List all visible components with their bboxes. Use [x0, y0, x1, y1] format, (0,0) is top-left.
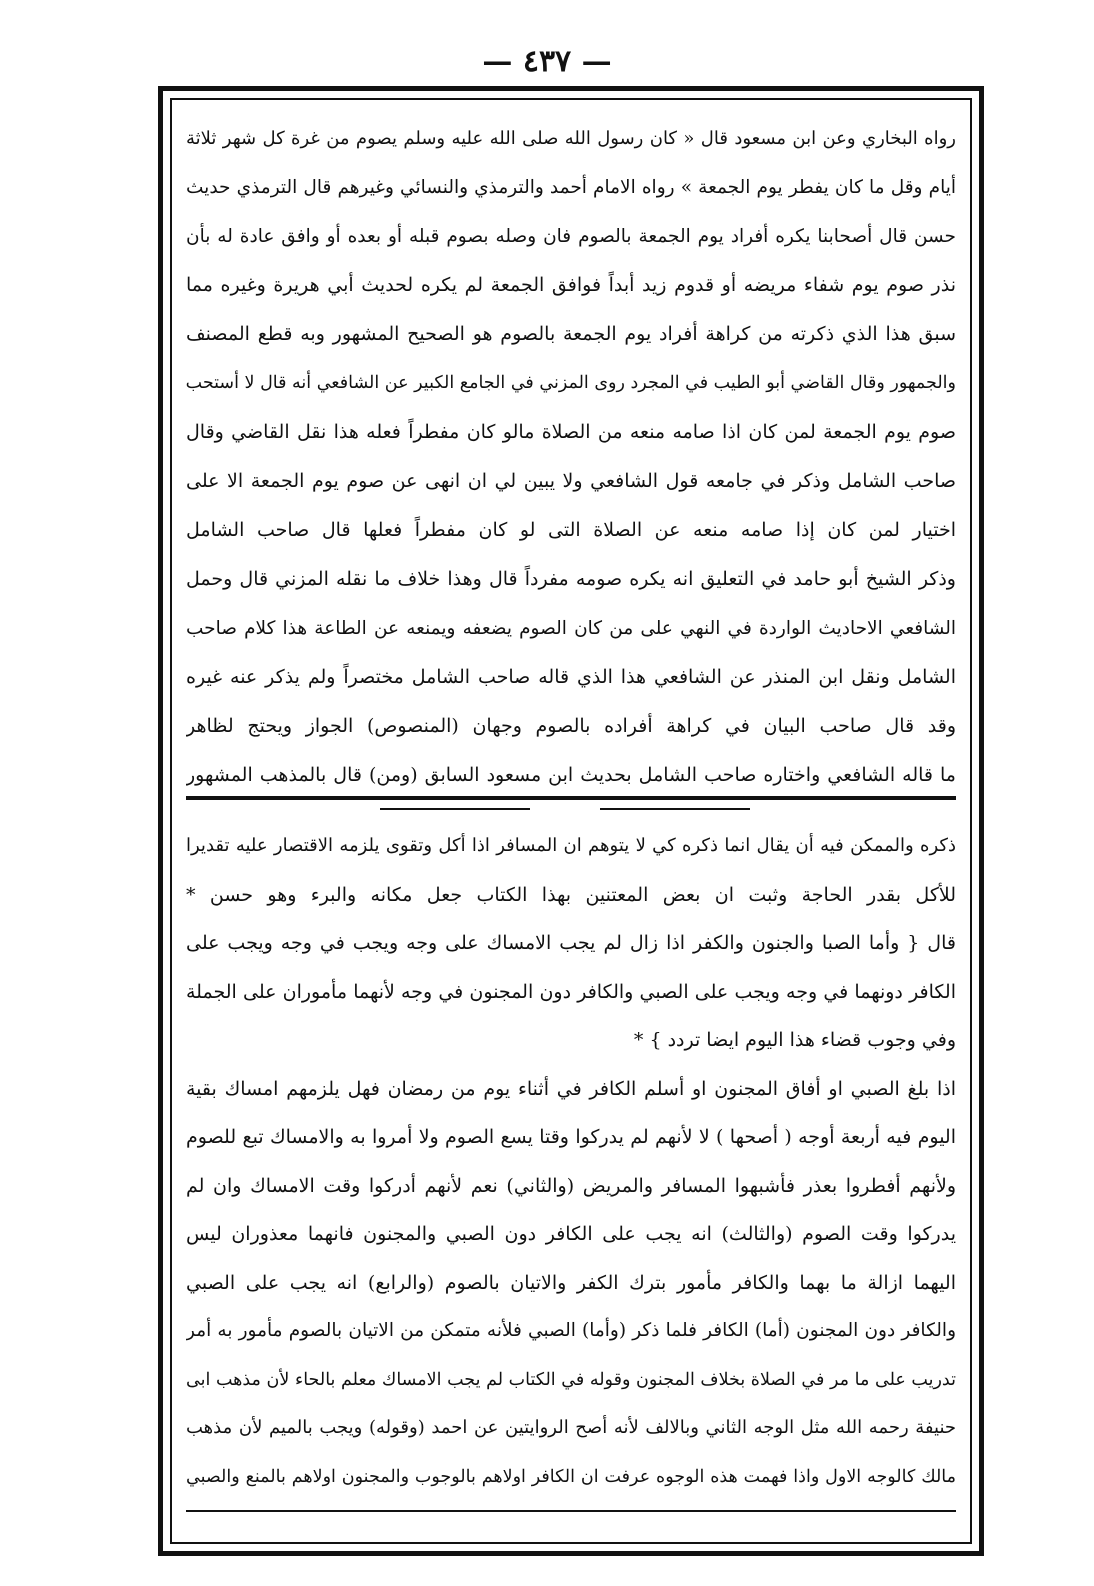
main-text — [186, 114, 956, 800]
text-line: تدريب على ما مر في الصلاة بخلاف المجنون وقوله في الكتاب لم يجب الامساك معلم بالحاء لأن مذهب ابى — [186, 1369, 956, 1390]
text-line: صاحب الشامل وذكر في جامعه قول الشافعي ولا يبين لي ان انهى عن صوم يوم الجمعة الا على — [186, 470, 956, 492]
text-line: رواه البخاري وعن ابن مسعود قال « كان رسول الله صلى الله عليه وسلم يصوم من غرة كل شهر ثلاثة — [186, 128, 956, 149]
section-divider-ornament — [380, 808, 530, 810]
text-line: اذا بلغ الصبي او أفاق المجنون او أسلم الكافر في أثناء يوم من رمضان فهل يلزمهم امساك بقية — [186, 1077, 956, 1100]
text-line: سبق هذا الذي ذكرته من كراهة أفراد يوم الجمعة بالصوم هو الصحيح المشهور وبه قطع المصنف — [186, 323, 956, 345]
text-line: الكافر دونهما في وجه ويجب على الصبي والكافر دون المجنون في وجه لأنهما مأموران على الجملة — [186, 980, 956, 1003]
text-line: ولأنهم أفطروا بعذر فأشبهوا المسافر والمريض (والثاني) نعم لأنهم أدركوا وقت الامساك وان لم — [186, 1174, 956, 1197]
text-line: والكافر دون المجنون (أما) الكافر فلما ذكر (وأما) الصبي فلأنه متمكن من الاتيان بالصوم مأمور به أمر — [186, 1320, 956, 1341]
commentary-text — [186, 822, 956, 1501]
text-line: يدركوا وقت الصوم (والثالث) انه يجب على الكافر دون الصبي والمجنون فانهما معذوران ليس — [186, 1223, 956, 1245]
text-line: ذكره والممكن فيه أن يقال انما ذكره كي لا يتوهم ان المسافر اذا أكل وتقوى يلزمه الاقتصار عليه تقديرا — [186, 835, 956, 856]
text-line: أيام وقل ما كان يفطر يوم الجمعة » رواه الامام أحمد والترمذي والنسائي وغيرهم قال الترمذي حديث — [186, 177, 956, 198]
text-line: قال { وأما الصبا والجنون والكفر اذا زال لم يجب الامساك على وجه ويجب في وجه ويجب على — [186, 932, 956, 954]
text-line: اليهما ازالة ما بهما والكافر مأمور بترك الكفر والاتيان بالصوم (والرابع) انه يجب على الصبي — [186, 1271, 956, 1294]
text-line: مالك كالوجه الاول واذا فهمت هذه الوجوه عرفت ان الكافر اولاهم بالوجوب والمجنون اولاهم بالمنع والصبي — [186, 1466, 956, 1487]
text-line: الشامل ونقل ابن المنذر عن الشافعي هذا الذي قاله صاحب الشامل مختصراً ولم يذكر عنه غيره — [186, 666, 956, 688]
bottom-rule — [186, 1510, 956, 1512]
text-line: اختيار لمن كان إذا صامه منعه عن الصلاة التى لو كان مفطراً فعلها قال صاحب الشامل — [186, 519, 956, 541]
section-divider — [186, 796, 956, 800]
text-line: ما قاله الشافعي واختاره صاحب الشامل بحديث ابن مسعود السابق (ومن) قال بالمذهب المشهور — [186, 764, 956, 786]
text-line: وذكر الشيخ أبو حامد في التعليق انه يكره صومه مفرداً قال وهذا خلاف ما نقله المزني قال وحمل — [186, 568, 956, 590]
text-line: حنيفة رحمه الله مثل الوجه الثاني وبالالف لأنه أصح الروايتين عن احمد (وقوله) ويجب بالميم لأن مذهب — [186, 1417, 956, 1438]
text-line: اليوم فيه أربعة أوجه ( أصحها ) لا لأنهم لم يدركوا وقتا يسع الصوم ولا أمروا به والامساك تبع للصوم — [186, 1126, 956, 1148]
section-divider-ornament — [600, 808, 750, 810]
text-line: للأكل بقدر الحاجة وثبت ان بعض المعتنين بهذا الكتاب جعل مكانه والبرء وهو حسن * — [186, 883, 956, 906]
text-line: والجمهور وقال القاضي أبو الطيب في المجرد روى المزني في الجامع الكبير عن الشافعي أنه قال لا أستحب — [186, 373, 956, 393]
text-line: وقد قال صاحب البيان في كراهة أفراده بالصوم وجهان (المنصوص) الجواز ويحتج لظاهر — [186, 715, 956, 737]
text-line: وفي وجوب قضاء هذا اليوم ايضا تردد } * — [633, 1029, 956, 1051]
text-line: صوم يوم الجمعة لمن كان اذا صامه منعه من الصلاة مالو كان مفطراً فعله هذا نقل القاضي وقال — [186, 421, 956, 443]
text-line: نذر صوم يوم شفاء مريضه أو قدوم زيد أبداً فوافق الجمعة لم يكره لحديث أبي هريرة وغيره مما — [186, 274, 956, 296]
text-line: الشافعي الاحاديث الواردة في النهي على من كان الصوم يضعفه ويمنعه عن الطاعة هذا كلام صاحب — [186, 618, 956, 639]
page-number: — ٤٣٧ — — [482, 44, 612, 79]
text-line: حسن قال أصحابنا يكره أفراد يوم الجمعة بالصوم فان وصله بصوم قبله أو بعده أو وافق عادة له بأن — [186, 226, 956, 247]
